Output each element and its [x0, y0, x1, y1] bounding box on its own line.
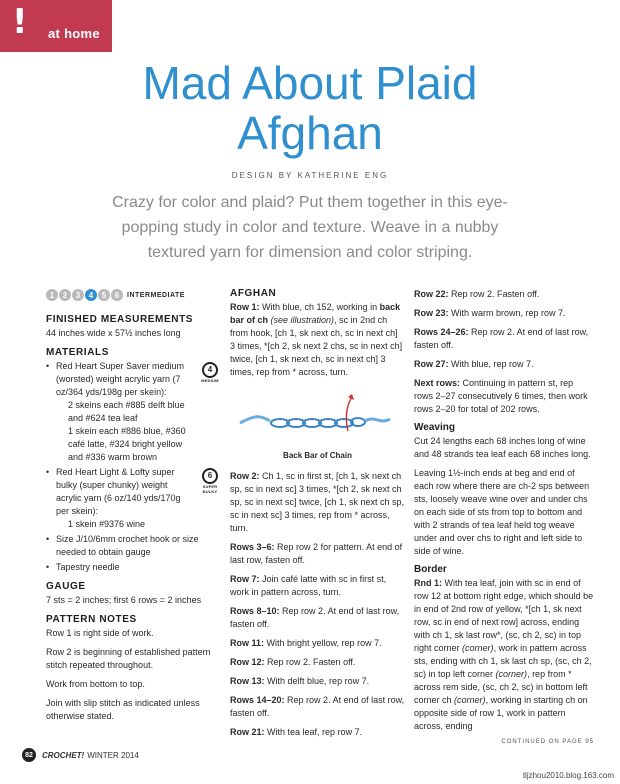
- title-line-2: Afghan: [237, 107, 383, 159]
- row-label: Rows 14–20:: [230, 695, 285, 705]
- section-label: at home: [48, 26, 100, 41]
- row-instruction: [414, 307, 594, 320]
- row-label: Rnd 1:: [414, 578, 442, 588]
- row-label: Row 2:: [230, 471, 260, 481]
- row-instruction: [230, 656, 405, 669]
- skill-dot-2: 2: [59, 289, 71, 301]
- row-text-italic: (corner): [462, 643, 494, 653]
- row-label: Row 7:: [230, 574, 260, 584]
- row-text: Rep row 2. At end of last row, fasten off.: [230, 606, 400, 629]
- row-text: , rep from * across rem side, (sc, ch 2, sc) in bottom left corner ch: [414, 669, 588, 705]
- row-text: , working in starting ch on opposite side of row 1, work in pattern across, ending: [414, 695, 588, 731]
- materials-heading: MATERIALS: [46, 347, 109, 358]
- skill-dot-4-active: 4: [85, 289, 97, 301]
- measurements-heading: FINISHED MEASUREMENTS: [46, 314, 194, 325]
- pattern-note: Join with slip stitch as indicated unless otherwise stated.: [46, 698, 200, 721]
- yarn-weight-icon: [198, 468, 222, 494]
- row-label: Row 1:: [230, 302, 260, 312]
- issue-label: WINTER 2014: [87, 750, 139, 760]
- row-instruction: [414, 326, 594, 352]
- yarn-weight-number: 6: [202, 468, 218, 484]
- yarn-1-sub-2: 1 skein each #886 blue, #360 café latte, #324 bright yellow and #336 warm brown: [68, 426, 186, 462]
- watermark: tljzhou2010.blog.163.com: [522, 771, 614, 780]
- yarn-1-text: Red Heart Super Saver medium (worsted) weight acrylic yarn (7 oz/364 yds/198g per skein):: [56, 361, 185, 397]
- yarn-2-text: Red Heart Light & Lofty super bulky (super chunky) weight acrylic yarn (6 oz/140 yds/170g per skein):: [56, 467, 181, 516]
- row-text: Continuing in pattern st, rep rows 2–27 consecutively 6 times, then work rows 2–20 for total of 202 rows.: [414, 378, 588, 414]
- materials-item: • Size J/10/6mm crochet hook or size needed to obtain gauge: [46, 533, 222, 559]
- back-bar-chain-illustration: [230, 385, 405, 447]
- skill-label: INTERMEDIATE: [127, 291, 185, 299]
- section-tab: [0, 0, 112, 52]
- pattern-note: Row 2 is beginning of established pattern stitch repeated throughout.: [46, 647, 211, 670]
- row-instruction: [230, 637, 405, 650]
- row-text: , sc in 2nd ch from hook, [ch 1, sk next ch, sc in next ch] 3 times, *[ch 2, sk next 2 chs, sc in next ch] twice, [ch 1, sk next ch, sc in next ch] 3 times, rep from * across, turn.: [230, 315, 403, 377]
- rnd-1-instruction: [414, 577, 594, 733]
- afghan-heading: AFGHAN: [230, 288, 277, 299]
- materials-item: [46, 360, 222, 464]
- row-text: Rep row 2. Fasten off.: [267, 657, 356, 667]
- row-text: With delft blue, rep row 7.: [267, 676, 370, 686]
- row-instruction: [230, 675, 405, 688]
- figure-caption: Back Bar of Chain: [283, 451, 352, 460]
- row-text: Rep row 2 for pattern. At end of last row, fasten off.: [230, 542, 403, 565]
- gauge-heading: GAUGE: [46, 581, 86, 592]
- row-text-bold: back bar of ch: [230, 302, 401, 325]
- row-text-italic: (corner): [495, 669, 528, 679]
- row-text: Rep row 2. At end of last row, fasten off.: [414, 327, 589, 350]
- row-text: With warm brown, rep row 7.: [451, 308, 566, 318]
- yarn-weight-number: 4: [202, 362, 218, 378]
- row-text-italic: (corner): [454, 695, 486, 705]
- row-instruction: [230, 541, 405, 567]
- border-heading: Border: [414, 564, 447, 575]
- gauge-text: 7 sts = 2 inches; first 6 rows = 2 inches: [46, 595, 202, 605]
- yarn-weight-icon: [198, 362, 222, 383]
- skill-dot-5: 5: [98, 289, 110, 301]
- pattern-notes-heading: PATTERN NOTES: [46, 614, 137, 625]
- column-1: [46, 288, 222, 729]
- row-instruction: [230, 573, 405, 599]
- skill-dot-1: 1: [46, 289, 58, 301]
- yarn-weight-caption: SUPER BULKY: [202, 484, 218, 494]
- designer-byline: DESIGN BY KATHERINE ENG: [231, 171, 389, 180]
- row-text: , work in pattern across sts, ending with ch 1, sk last ch sp, (sc, ch 2, sc) in top left corner: [414, 643, 592, 679]
- row-instruction: [230, 694, 405, 720]
- weaving-paragraph: Cut 24 lengths each 68 inches long of wine and 48 strands tea leaf each 68 inches long.: [414, 436, 591, 459]
- row-text-italic: (see illustration): [270, 315, 335, 325]
- pattern-note: Row 1 is right side of work.: [46, 628, 154, 638]
- row-1-instruction: [230, 301, 405, 379]
- page-title: [0, 58, 620, 158]
- page-footer: [22, 748, 139, 762]
- row-label: Rows 3–6:: [230, 542, 275, 552]
- row-instruction: [414, 358, 594, 371]
- row-text: With blue, ch 152, working in: [262, 302, 378, 312]
- chain-icon: [230, 385, 405, 447]
- skill-dot-3: 3: [72, 289, 84, 301]
- magazine-name: CROCHET!: [42, 750, 85, 760]
- row-instruction: [230, 605, 405, 631]
- row-label: Rows 24–26:: [414, 327, 469, 337]
- measurements-text: 44 inches wide x 57½ inches long: [46, 328, 181, 338]
- row-text: Join café latte with sc in first st, work in pattern across, turn.: [230, 574, 387, 597]
- yarn-2-sub-1: 1 skein #9376 wine: [68, 519, 146, 529]
- yarn-weight-caption: MEDIUM: [201, 378, 219, 383]
- weaving-paragraph: Leaving 1½-inch ends at beg and end of each row where there are ch-2 sps between sts, loosely weave wine over and under chs on each side of sts from top to bottom and with 2 strands of tea leaf held tog weave under and over chs to right and left side to side of wine.: [414, 468, 590, 556]
- row-instruction: [414, 377, 594, 416]
- row-text: With tea leaf, join with sc in end of row 12 at bottom right edge, which should be in end of 2nd row of yellow, *[ch 1, sk next row, sc in end of next row] across, ending with ch 1, sk last row*, (sc, ch 2, sc) in top right corner: [414, 578, 594, 653]
- row-instruction: [230, 726, 405, 739]
- intro-text: Crazy for color and plaid? Put them together in this eye-popping study in color and texture. Weave in a nubby textured yarn for dimension and color striping.: [112, 194, 508, 261]
- skill-dot-6: 6: [111, 289, 123, 301]
- row-text: With tea leaf, rep row 7.: [267, 727, 363, 737]
- pattern-note: Work from bottom to top.: [46, 679, 145, 689]
- materials-item: [46, 466, 222, 531]
- row-label: Row 21:: [230, 727, 265, 737]
- row-label: Row 22:: [414, 289, 449, 299]
- row-text: Rep row 2. At end of last row, fasten off.: [230, 695, 405, 718]
- exclamation-icon: !: [12, 2, 28, 42]
- materials-item: • Tapestry needle: [46, 561, 222, 574]
- page-number: 82: [22, 748, 36, 762]
- weaving-heading: Weaving: [414, 422, 455, 433]
- skill-level: [46, 288, 222, 302]
- row-label: Rows 8–10:: [230, 606, 280, 616]
- row-label: Next rows:: [414, 378, 461, 388]
- row-text: Rep row 2. Fasten off.: [451, 289, 540, 299]
- row-instruction: [230, 470, 405, 535]
- row-text: With blue, rep row 7.: [451, 359, 534, 369]
- materials-list: [46, 360, 222, 574]
- row-label: Row 11:: [230, 638, 265, 648]
- row-label: Row 23:: [414, 308, 449, 318]
- row-text: With bright yellow, rep row 7.: [266, 638, 382, 648]
- row-label: Row 12:: [230, 657, 265, 667]
- row-instruction: [414, 288, 594, 301]
- row-text: Ch 1, sc in first st, [ch 1, sk next ch sp, sc in next sc] 3 times, *[ch 2, sk next ch sp, sc in next sc] twice, [ch 1, sk next ch sp, sc in next sc] 3 times, rep from * across, turn.: [230, 471, 405, 533]
- title-line-1: Mad About Plaid: [142, 57, 478, 109]
- column-3: [414, 288, 594, 745]
- yarn-1-sub-1: 2 skeins each #885 delft blue and #624 tea leaf: [68, 400, 185, 423]
- row-label: Row 27:: [414, 359, 449, 369]
- continued-note: CONTINUED ON PAGE 95: [501, 739, 594, 745]
- column-2: [230, 288, 405, 745]
- row-label: Row 13:: [230, 676, 265, 686]
